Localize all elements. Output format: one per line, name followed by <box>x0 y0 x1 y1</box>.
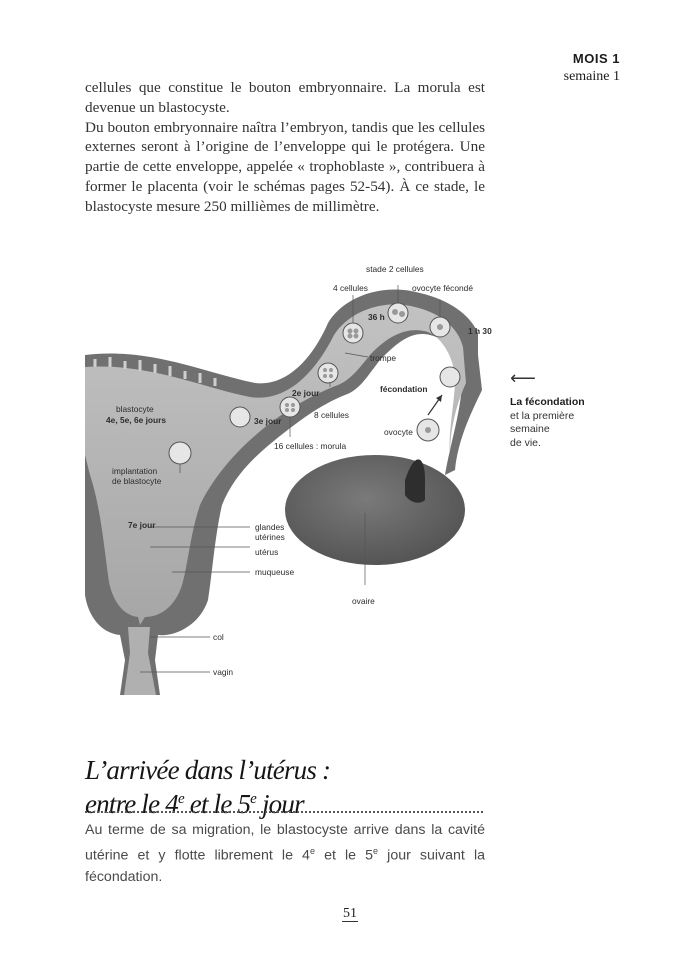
blastocyst-implanting <box>169 442 191 464</box>
section-intro: Au terme de sa migration, le blastocyste arrive dans la cavité utérine et y flotte librement le 4e et le 5e jour suivant la fécondation. <box>85 822 486 885</box>
label-4-cellules: 4 cellules <box>333 283 368 293</box>
label-2e-jour: 2e jour <box>292 388 320 398</box>
morula-stage <box>280 397 300 417</box>
two-cell-stage <box>388 303 408 323</box>
label-1h30: 1 h 30 <box>468 326 492 336</box>
zygote-in-tube <box>440 367 460 387</box>
ovary <box>285 455 465 565</box>
diagram-illustration <box>0 255 700 715</box>
left-arrow-icon: ⟵ <box>510 368 536 388</box>
caption-line-2: semaine <box>510 423 550 435</box>
caption-line-1: et la première <box>510 409 575 422</box>
label-ovocyte-feconde: ovocyte fécondé <box>412 283 473 293</box>
four-cell-stage <box>343 323 363 343</box>
eight-cell-stage <box>318 363 338 383</box>
section-title-line-2: entre le 4e et le 5e jour <box>85 789 304 819</box>
caption-title: La fécondation <box>510 396 585 408</box>
section-title-line-1: L’arrivée dans l’utérus : <box>85 755 331 785</box>
week-label: semaine 1 <box>563 69 620 84</box>
figure-caption <box>510 368 630 450</box>
label-7e-jour: 7e jour <box>128 520 156 530</box>
label-glandes-2: utérines <box>255 532 285 542</box>
paragraph-1: cellules que constitue le bouton embryonnaire. La morula est devenue un blastocyste. <box>85 79 485 116</box>
label-vagin: vagin <box>213 667 234 677</box>
label-ovaire: ovaire <box>352 596 375 606</box>
label-ovocyte: ovocyte <box>384 427 413 437</box>
blastocyst-free <box>230 407 250 427</box>
paragraph-2: Du bouton embryonnaire naîtra l’embryon, tandis que les cellules externes seront à l’origine de l’enveloppe qui le protégera. Une partie de cette enveloppe, appelée « trophoblaste », contribuera à former le placenta (voir le schémas pages 52-54). À ce stade, le blastocyste mesure 250 millièmes de millimètre. <box>85 118 485 215</box>
body-text <box>85 78 485 217</box>
dotted-divider <box>85 811 483 813</box>
label-glandes-1: glandes <box>255 522 285 532</box>
caption-line-3: de vie. <box>510 436 541 449</box>
label-col: col <box>213 632 224 642</box>
label-stade-2-cellules: stade 2 cellules <box>366 264 424 274</box>
label-jours-4-5-6: 4e, 5e, 6e jours <box>106 415 167 425</box>
ovulation-arrowhead <box>436 395 442 402</box>
label-uterus: utérus <box>255 547 279 557</box>
label-muqueuse: muqueuse <box>255 567 295 577</box>
label-3e-jour: 3e jour <box>254 416 282 426</box>
label-blastocyte: blastocyte <box>116 404 154 414</box>
label-implantation-2: de blastocyte <box>112 476 162 486</box>
running-header <box>470 50 620 86</box>
label-36h: 36 h <box>368 312 385 322</box>
page-number: 51 <box>343 906 357 921</box>
fertilization-diagram <box>0 255 700 715</box>
month-label: MOIS 1 <box>572 51 620 66</box>
label-morula: 16 cellules : morula <box>274 441 347 451</box>
label-trompe: trompe <box>370 353 397 363</box>
label-implantation-1: implantation <box>112 466 158 476</box>
label-fecondation: fécondation <box>380 384 428 394</box>
label-8-cellules: 8 cellules <box>314 410 349 420</box>
section-title <box>85 756 505 819</box>
